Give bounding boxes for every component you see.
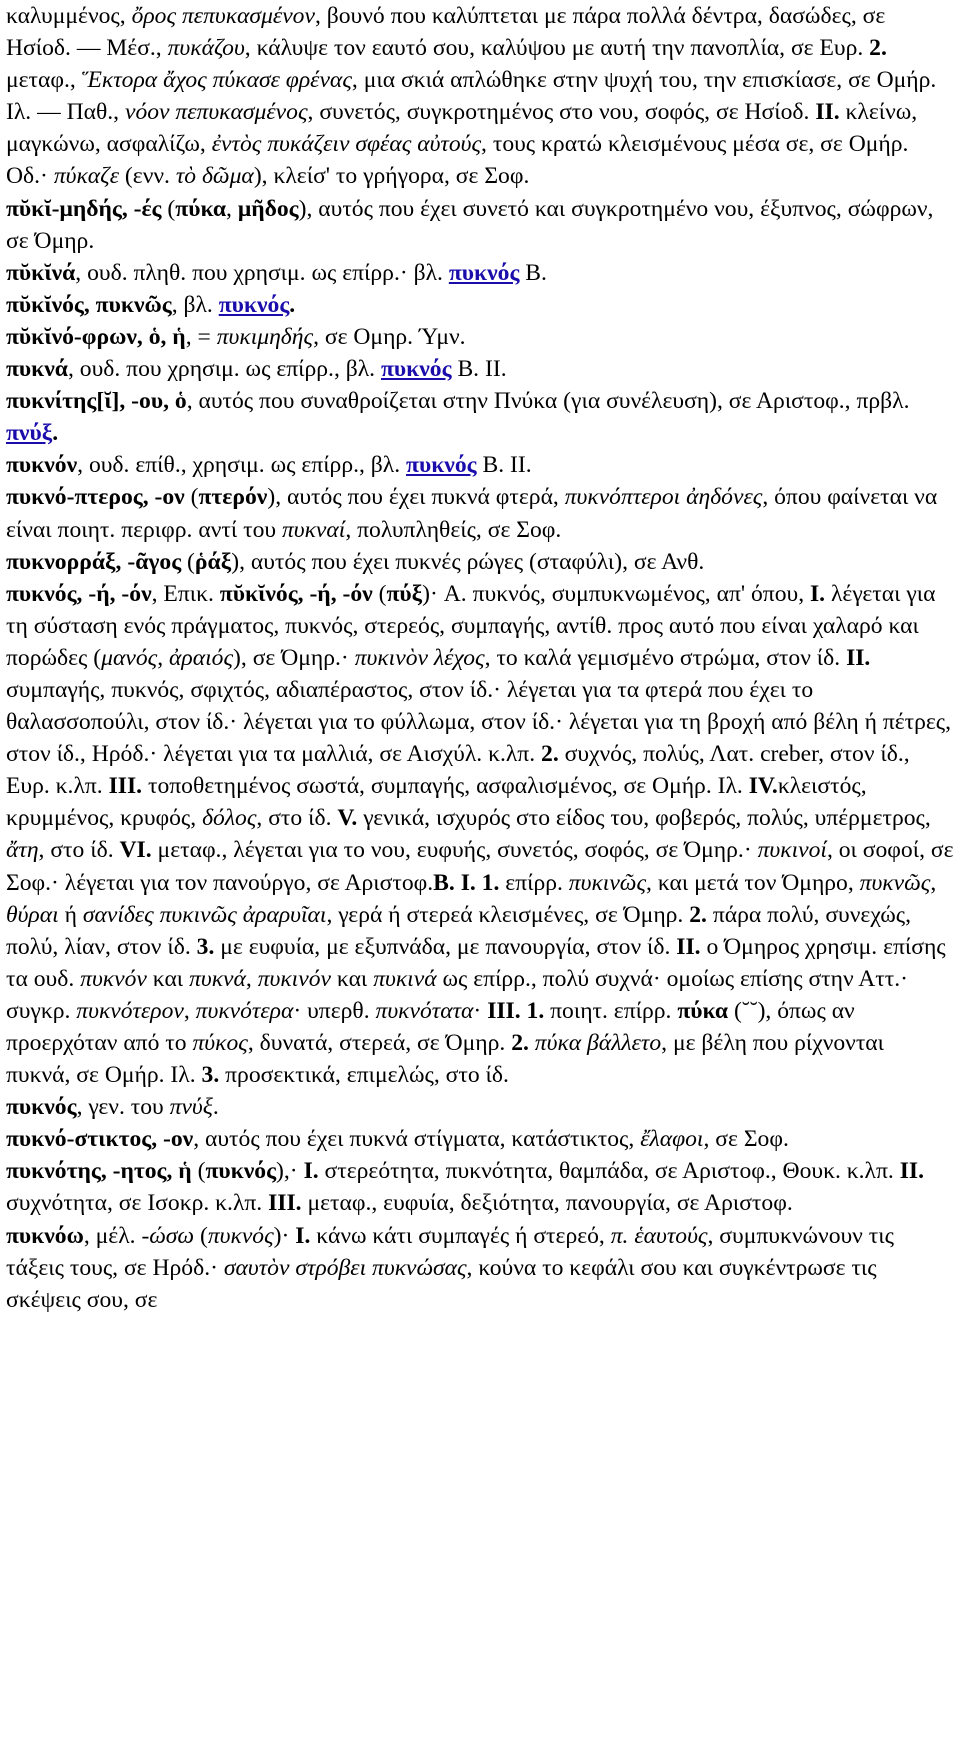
entry-pyknotes (6, 1155, 954, 1219)
definition-text: ( (181, 548, 195, 575)
italic-quote: νόον πεπυκασμένος (124, 99, 308, 126)
entry-pykinos (6, 289, 954, 321)
definition-text: . (212, 1094, 219, 1121)
definition-text: , = (185, 323, 217, 350)
italic-quote: σαυτὸν στρόβει πυκνώσας (223, 1254, 467, 1281)
italic-quote: δόλος (202, 805, 257, 832)
entry-pyknon (6, 449, 954, 481)
definition-text: , γερά ή στερεά κλεισμένες, σε Όμηρ. (326, 901, 690, 928)
definition-text: μεταφ., (6, 67, 82, 94)
italic-quote: πυκνός (207, 1222, 274, 1249)
definition-text: · υπερθ. (293, 997, 376, 1024)
definition-text: , (157, 644, 170, 671)
entry-pyknoo (6, 1220, 954, 1316)
definition-text: , κάλυψε τον εαυτό σου, καλύψου με αυτή την πανοπλία, σε Ευρ. (244, 35, 870, 62)
definition-text: (˘˘), όπως αν προερχόταν από το (6, 997, 855, 1056)
definition-text: B. II. (476, 452, 532, 479)
bold-term: III. 1. (487, 997, 545, 1024)
definition-text: κάνω κάτι συμπαγές ή στερεό, (310, 1222, 611, 1249)
italic-quote: πύκαζε (53, 163, 120, 190)
italic-quote: ἀραιός (169, 644, 234, 671)
bold-term: . (52, 420, 59, 447)
bold-term: πυκνορράξ, -ᾶγος (6, 548, 182, 575)
definition-text: , αυτός που συναθροίζεται στην Πνύκα (για συνέλευση), σε Αριστοφ., πρβλ. (186, 388, 910, 415)
italic-quote: πυκινοί (757, 837, 827, 864)
italic-quote: πυκινὸν λέχος (354, 644, 485, 671)
definition-text: ( (194, 1222, 208, 1249)
entry-pyknos (6, 578, 954, 1092)
italic-quote: θύραι (6, 901, 59, 928)
italic-quote: ἐντὸς πυκάζειν σφέας αὐτούς (211, 131, 482, 158)
bold-term: I. (295, 1222, 311, 1249)
bold-term: IV. (748, 773, 778, 800)
definition-text: ), κλείσ' το γρήγορα, σε Σοφ. (253, 163, 530, 190)
italic-quote: πυκιμηδής (216, 323, 314, 350)
entry-pyknopteros (6, 481, 954, 545)
bold-term: πυκνόν (6, 452, 78, 479)
italic-quote: ἔλαφοι (640, 1126, 704, 1153)
bold-term: 3. (201, 1062, 220, 1089)
definition-text: , μέλ. (83, 1222, 142, 1249)
entry-pykimedes (6, 193, 954, 257)
definition-text: B. (519, 259, 547, 286)
definition-text: ),· (276, 1158, 304, 1185)
entry-pyknostiktos (6, 1123, 954, 1155)
bold-term: 3. (196, 933, 215, 960)
bold-term: II. (815, 99, 840, 126)
italic-quote: πυκνότερα (195, 997, 294, 1024)
definition-text: ή (58, 901, 83, 928)
definition-text: , ουδ. επίθ., χρησιμ. ως επίρρ., βλ. (77, 452, 407, 479)
bold-term: πυκνίτης[ῐ], -ου, ὁ (6, 388, 187, 415)
italic-quote: πυκινόν (257, 965, 331, 992)
entry-pykazo-continued (6, 0, 954, 193)
definition-text: ( (184, 484, 199, 511)
definition-text: , σε Ομηρ. Ύμν. (313, 323, 466, 350)
italic-quote: πυκνόν (80, 965, 147, 992)
bold-term: πυκνό-πτερος, -ον (6, 484, 185, 511)
definition-text: ποιητ. επίρρ. (544, 997, 678, 1024)
italic-quote: πυκνότατα (375, 997, 474, 1024)
definition-text: καλυμμένος, (6, 3, 132, 29)
definition-text: , στο ίδ. (256, 805, 338, 832)
definition-text: , γεν. του (76, 1094, 170, 1121)
definition-text: , (930, 869, 937, 896)
definition-text: B. II. (451, 356, 507, 383)
bold-term: πύξ (386, 580, 423, 607)
definition-text: ), αυτός που έχει συνετό και συγκροτημένο νου, έξυπνος, σώφρων, σε Όμηρ. (6, 195, 934, 254)
definition-text: , πολυπληθείς, σε Σοφ. (345, 516, 562, 543)
definition-text: , βλ. (171, 291, 219, 318)
definition-text: κλείνω, μαγκώνω, ασφαλίζω, (6, 99, 918, 158)
bold-term: V. (337, 805, 358, 832)
cross-reference-link[interactable]: πυκνός (406, 452, 477, 479)
bold-term: πυκνός (205, 1158, 277, 1185)
bold-term: πυκνά (6, 356, 68, 383)
definition-text: ( (191, 1158, 206, 1185)
cross-reference-link[interactable]: πυκνός (218, 291, 290, 318)
bold-term: πύκα (175, 195, 227, 222)
italic-quote: πύκος (192, 1030, 248, 1056)
definition-text: , κούνα το κεφάλι σου και συγκέντρωσε τις σκέψεις σου, σε (6, 1254, 877, 1313)
italic-quote: πυκνά (189, 965, 246, 992)
definition-text: )· (273, 1222, 296, 1249)
italic-quote: πνύξ (169, 1094, 213, 1121)
definition-text: ), σε Όμηρ.· (233, 644, 355, 671)
definition-text: μεταφ., ευφυία, δεξιότητα, πανουργία, σε Αριστοφ. (301, 1190, 793, 1217)
definition-text: τοποθετημένος σωστά, συμπαγής, ασφαλισμένος, σε Ομήρ. Ιλ. (142, 773, 749, 800)
bold-term: II. (676, 933, 701, 960)
bold-term: 2. (511, 1030, 529, 1056)
italic-quote: πυκινῶς (568, 869, 647, 896)
definition-text: κλειστός, κρυμμένος, κρυφός, (6, 773, 867, 832)
bold-term: VI. (119, 837, 152, 864)
definition-text: (ενν. (119, 163, 176, 190)
bold-term: πύκα (677, 997, 729, 1024)
bold-term: III. (108, 773, 143, 800)
italic-quote: μανός (101, 644, 158, 671)
italic-quote: πυκάζου (167, 35, 245, 62)
italic-quote: πυκνῶς (859, 869, 931, 896)
bold-term: 2. (689, 901, 707, 928)
italic-quote: -ώσω (141, 1222, 195, 1249)
definition-text: · (473, 997, 488, 1024)
bold-term: 2. (869, 35, 887, 62)
definition-text: ως επίρρ., πολύ συχνά· ομοίως επίσης στην Αττ.· συγκρ. (6, 965, 909, 1024)
italic-quote: τὸ δῶμα (175, 163, 254, 190)
definition-text: )· A. πυκνός, συμπυκνωμένος, απ' όπου, (422, 580, 810, 607)
definition-text: , τους κρατώ κλεισμένους μέσα σε, σε Ομήρ. Οδ.· (6, 131, 909, 190)
definition-text: , στο ίδ. (38, 837, 120, 864)
definition-text: , ουδ. που χρησιμ. ως επίρρ., βλ. (67, 356, 381, 383)
bold-term: πῠκῐ-μηδής, -ές (6, 195, 162, 222)
cross-reference-link[interactable]: πυκνός (380, 356, 452, 383)
bold-term: πυκνός, -ή, -όν (6, 580, 152, 607)
bold-term: 2. (541, 741, 559, 768)
cross-reference-link[interactable]: πυκνός (448, 259, 520, 286)
definition-text: , οι σοφοί, σε Σοφ.· λέγεται για τον πανούργο, σε Αριστοφ. (6, 837, 954, 896)
definition-text: ( (161, 195, 176, 222)
definition-text: και (146, 965, 190, 992)
italic-quote: πυκναί (281, 516, 346, 543)
definition-text: , Επικ. (151, 580, 220, 607)
definition-text: γενικά, ισχυρός στο είδος του, φοβερός, πολύς, υπέρμετρος, (357, 805, 931, 832)
bold-term: I. (303, 1158, 319, 1185)
definition-text: , συμπυκνώνουν τις τάξεις τους, σε Ηρόδ.· (6, 1222, 894, 1281)
definition-text: συχνός, πολύς, Λατ. creber, στον ίδ., Ευρ. κ.λπ. (6, 741, 910, 800)
bold-term: πυκνός (6, 1094, 77, 1121)
definition-text: , αυτός που έχει πυκνά στίγματα, κατάστικτος, (193, 1126, 641, 1153)
bold-term: πυκνόω (6, 1222, 84, 1249)
bold-term: II. (846, 644, 871, 671)
bold-term: . (289, 291, 296, 318)
definition-text: πάρα πολύ, συνεχώς, πολύ, λίαν, στον ίδ. (6, 901, 912, 960)
entry-pyknos-genitive (6, 1091, 954, 1123)
italic-quote: πυκνότερον (76, 997, 184, 1024)
bold-term: πτερόν (198, 484, 268, 511)
bold-term: πῠκῐνός, -ή, -όν (219, 580, 373, 607)
entry-pykina (6, 257, 954, 289)
definition-text: , με βέλη που ρίχνονται πυκνά, σε Ομήρ. Ιλ. (6, 1030, 885, 1089)
italic-quote: πυκινά (373, 965, 437, 992)
definition-text: , συνετός, συγκροτημένος στο νου, σοφός, σε Ησίοδ. (307, 99, 816, 126)
definition-text: στερεότητα, πυκνότητα, θαμπάδα, σε Αριστοφ., Θουκ. κ.λπ. (318, 1158, 900, 1185)
entry-pykinofron (6, 321, 954, 353)
bold-term: πυκνότης, -ητος, ἡ (6, 1158, 192, 1185)
definition-text: συμπαγής, πυκνός, σφιχτός, αδιαπέραστος, στον ίδ.· λέγεται για τα φτερά που έχει το θαλασσοπούλι, στον ίδ.· λέγεται για το φύλλωμα, στον ίδ.· λέγεται για τη βροχή από βέλη ή πέτρες, στον ίδ., Ηρόδ.· λέγεται για τα μαλλιά, σε Αισχύλ. κ.λπ. (6, 676, 952, 768)
bold-term: πῠκῐνό-φρων, ὁ, ἡ (6, 323, 186, 350)
bold-term: πῠκῐνά (6, 259, 76, 286)
italic-quote: π. ἑαυτούς (610, 1222, 708, 1249)
definition-text: , (226, 195, 238, 222)
definition-text: , μια σκιά απλώθηκε στην ψυχή του, την επισκίασε, σε Ομήρ. Ιλ. — Παθ., (6, 67, 937, 126)
definition-text: , (183, 997, 196, 1024)
definition-text: , το καλά γεμισμένο στρώμα, στον ίδ. (484, 644, 847, 671)
cross-reference-link[interactable]: πνύξ (6, 420, 53, 447)
italic-quote: πυκνόπτεροι ἀηδόνες (564, 484, 763, 511)
definition-text: με ευφυία, με εξυπνάδα, με πανουργία, στον ίδ. (214, 933, 677, 960)
bold-term: I. (810, 580, 826, 607)
definition-text: , (245, 965, 258, 992)
definition-text: , και μετά τον Όμηρο, (646, 869, 860, 896)
entry-pyknites (6, 385, 954, 449)
italic-quote: ὄρος πεπυκασμένον (131, 3, 315, 29)
definition-text: , όπου φαίνεται να είναι ποιητ. περιφρ. αντί του (6, 484, 938, 543)
bold-term: πῠκῐνός, πυκνῶς (6, 291, 172, 318)
definition-text: προσεκτικά, επιμελώς, στο ίδ. (219, 1062, 509, 1089)
bold-term: μῆδος (237, 195, 299, 222)
italic-quote: ἄτη (6, 837, 39, 864)
definition-text: ( (372, 580, 387, 607)
definition-text: ), αυτός που έχει πυκνά φτερά, (267, 484, 565, 511)
definition-text: συχνότητα, σε Ισοκρ. κ.λπ. (6, 1190, 269, 1217)
definition-text: επίρρ. (499, 869, 569, 896)
definition-text: , δυνατά, στερεά, σε Όμηρ. (247, 1030, 512, 1056)
definition-text: , σε Σοφ. (703, 1126, 789, 1153)
bold-term: III. (268, 1190, 302, 1217)
entry-pyknorrax (6, 546, 954, 578)
bold-term: II. (899, 1158, 924, 1185)
definition-text: μεταφ., λέγεται για το νου, ευφυής, συνετός, σοφός, σε Όμηρ.· (151, 837, 758, 864)
definition-text: ), αυτός που έχει πυκνές ρώγες (σταφύλι), σε Ανθ. (231, 548, 705, 575)
bold-term: πυκνό-στικτος, -ον (6, 1126, 194, 1153)
definition-text: λέγεται για τη σύσταση ενός πράγματος, πυκνός, στερεός, συμπαγής, αντίθ. προς αυτό που είναι χαλαρό και πορώδες ( (6, 580, 936, 671)
entry-pykna (6, 353, 954, 385)
italic-quote: Ἕκτορα ἄχος πύκασε φρένας (81, 67, 352, 94)
definition-text: , βουνό που καλύπτεται με πάρα πολλά δέντρα, δασώδες, σε Ησίοδ. — Μέσ., (6, 3, 886, 62)
definition-text: ο Όμηρος χρησιμ. επίσης τα ουδ. (6, 933, 946, 992)
bold-term: B. I. 1. (433, 869, 500, 896)
italic-quote: σανίδες πυκινῶς ἀραρυῖαι (82, 901, 327, 928)
definition-text: και (330, 965, 374, 992)
bold-term: ῥάξ (194, 548, 232, 575)
italic-quote: πύκα βάλλετο (534, 1030, 662, 1056)
definition-text: , ουδ. πληθ. που χρησιμ. ως επίρρ.· βλ. (75, 259, 449, 286)
